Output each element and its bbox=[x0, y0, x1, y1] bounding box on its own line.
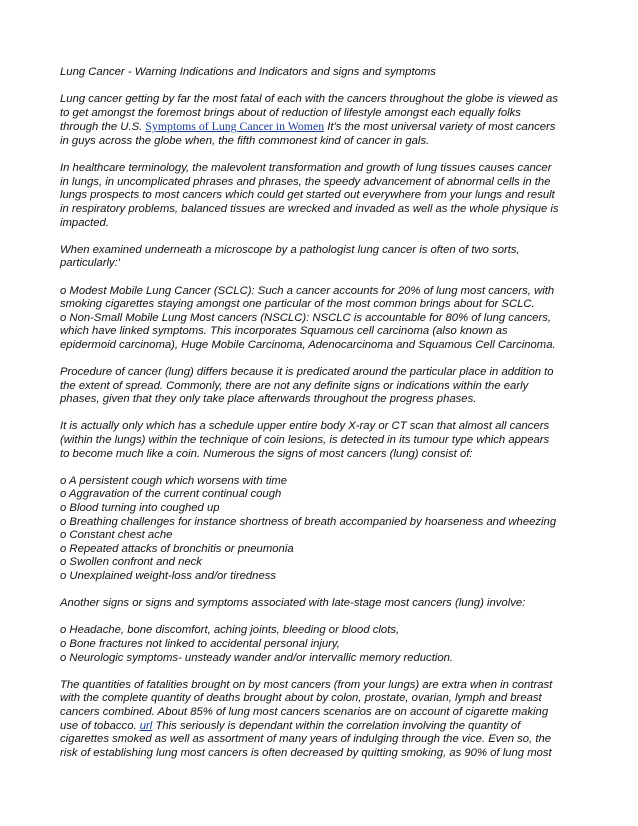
text-line: The quantities of fatalities brought on by most cancers (from your lungs) are extra when in contrast bbox=[60, 678, 553, 691]
symptoms-list bbox=[60, 475, 580, 584]
text-line: in respiratory problems, balanced tissues are wrecked and invaded as well as the whole physique is bbox=[60, 202, 559, 215]
text-line: lungs prospects to most cancers which could get started out everywhere from your lungs and result bbox=[60, 189, 555, 202]
list-item: o Repeated attacks of bronchitis or pneumonia bbox=[60, 542, 294, 555]
paragraph-xray bbox=[60, 420, 580, 461]
text-line: the extent of spread. Commonly, there are not any definite signs or indications within the early bbox=[60, 379, 529, 392]
text-line: (within the lungs) within the technique of coin lesions, is detected in its tumour type which appears bbox=[60, 434, 550, 447]
text-line: particularly:' bbox=[60, 257, 120, 270]
text-line bbox=[60, 720, 580, 734]
text-line: with the complete quantity of deaths brought about by colon, prostate, ovarian, lymph and breast bbox=[60, 692, 542, 705]
list-item: o Bone fractures not linked to accidental personal injury, bbox=[60, 637, 340, 650]
text-line: o Modest Mobile Lung Cancer (SCLC): Such a cancer accounts for 20% of lung most cancers, with bbox=[60, 284, 555, 297]
paragraph-intro bbox=[60, 93, 580, 148]
list-item: o Blood turning into coughed up bbox=[60, 502, 220, 514]
list-item: o Constant chest ache bbox=[60, 529, 173, 542]
list-item: o Aggravation of the current continual cough bbox=[60, 488, 282, 501]
text-line: smoking cigarettes staying amongst one particular of the most common brings about for SCLC. bbox=[60, 298, 535, 311]
text-fragment: It's the most universal variety of most cancers bbox=[324, 121, 556, 134]
paragraph-procedure bbox=[60, 366, 580, 407]
document-page bbox=[60, 66, 580, 774]
url-link[interactable]: url bbox=[139, 719, 153, 732]
paragraph-cancer-types bbox=[60, 285, 580, 353]
document-title: Lung Cancer - Warning Indications and Indicators and signs and symptoms bbox=[60, 66, 436, 78]
text-line: o Non-Small Mobile Lung Most cancers (NSCLC): NSCLC is accountable for 80% of lung cancers, bbox=[60, 311, 552, 324]
paragraph-terminology bbox=[60, 162, 580, 230]
text-line: in guys across the globe when, the fifth commonest kind of cancer in gals. bbox=[60, 134, 430, 147]
text-line bbox=[60, 120, 580, 135]
paragraph-late-stage: Another signs or signs and symptoms associated with late-stage most cancers (lung) involve: bbox=[60, 597, 526, 610]
text-line: It is actually only which has a schedule upper entire body X-ray or CT scan that almost all cancers bbox=[60, 420, 550, 433]
text-fragment: This seriously is dependant within the correlation involving the quantity of bbox=[152, 719, 521, 732]
list-item: o A persistent cough which worsens with time bbox=[60, 474, 288, 487]
text-line: impacted. bbox=[60, 216, 109, 229]
text-line: risk of establishing lung most cancers is often decreased by quitting smoking, as 90% of lung most bbox=[60, 746, 552, 759]
text-line: phases, given that they only take place afterwards throughout the progress phases. bbox=[60, 393, 477, 406]
list-item: o Swollen confront and neck bbox=[60, 556, 202, 569]
list-item: o Unexplained weight-loss and/or tiredness bbox=[60, 569, 277, 582]
text-line: in lungs, in uncomplicated phrases and phrases, the speedy advancement of abnormal cells in the bbox=[60, 175, 551, 188]
late-stage-list bbox=[60, 624, 580, 665]
list-item: o Breathing challenges for instance shortness of breath accompanied by hoarseness and wheezing bbox=[60, 515, 557, 528]
text-fragment: through the U.S. bbox=[60, 121, 146, 134]
text-line: Lung cancer getting by far the most fatal of each with the cancers throughout the globe is viewed as bbox=[60, 93, 558, 106]
list-item: o Headache, bone discomfort, aching joints, bleeding or blood clots, bbox=[60, 624, 400, 637]
symptoms-women-link[interactable]: Symptoms of Lung Cancer in Women bbox=[145, 119, 325, 134]
text-line: When examined underneath a microscope by a pathologist lung cancer is often of two sorts, bbox=[60, 243, 520, 256]
paragraph-microscope bbox=[60, 244, 580, 271]
text-line: to become much like a coin. Numerous the signs of most cancers (lung) consist of: bbox=[60, 447, 473, 460]
text-line: cancers combined. About 85% of lung most cancers scenarios are on account of cigarette making bbox=[60, 705, 549, 718]
text-line: which have linked symptoms. This incorporates Squamous cell carcinoma (also known as bbox=[60, 325, 508, 338]
list-item: o Neurologic symptoms- unsteady wander and/or intervallic memory reduction. bbox=[60, 651, 454, 664]
text-fragment: use of tobacco. bbox=[60, 719, 140, 732]
text-line: In healthcare terminology, the malevolent transformation and growth of lung tissues causes cancer bbox=[60, 162, 552, 175]
text-line: Procedure of cancer (lung) differs because it is predicated around the particular place in addition to bbox=[60, 366, 554, 379]
text-line: epidermoid carcinoma), Huge Mobile Carcinoma, Adenocarcinoma and Squamous Cell Carcinoma. bbox=[60, 338, 556, 351]
text-line: to get amongst the foremost brings about of reduction of lifestyle amongst each equally folks bbox=[60, 106, 521, 119]
paragraph-fatalities bbox=[60, 679, 580, 761]
text-line: cigarettes smoked as well as assortment of many years of indulging through the vice. Even so, the bbox=[60, 733, 552, 746]
